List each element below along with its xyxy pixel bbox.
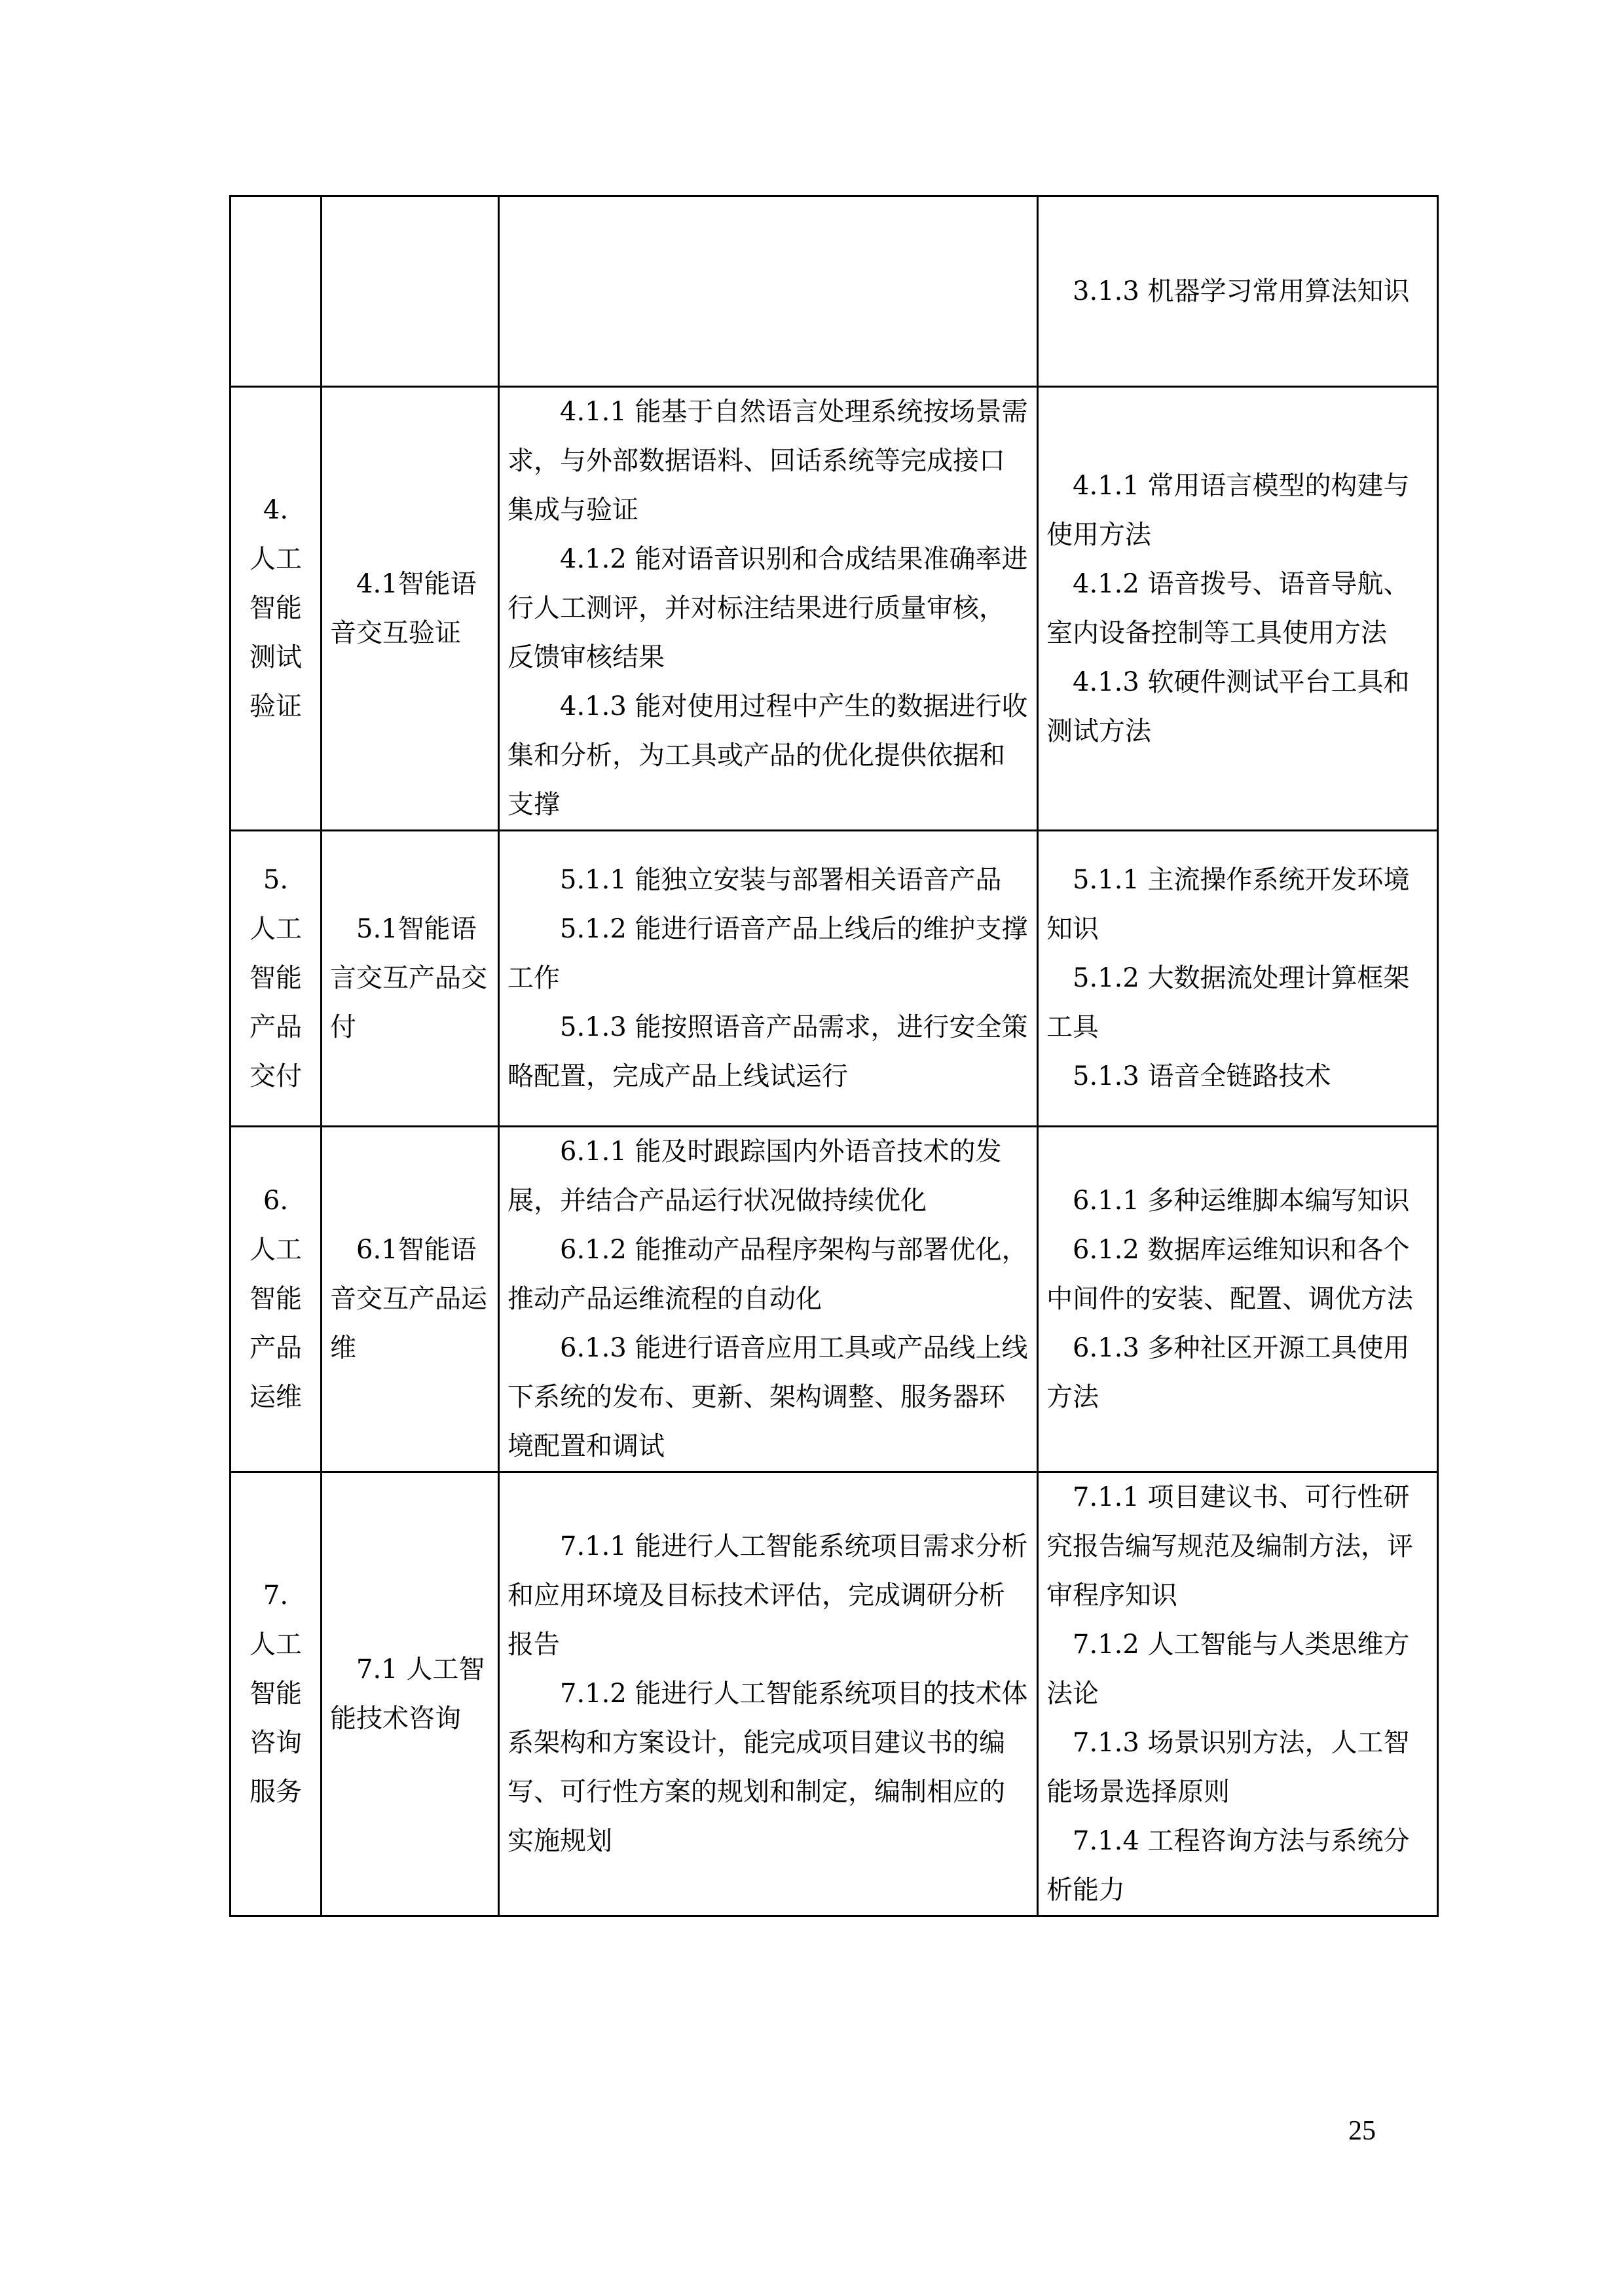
skill-item: 6.1.3 能进行语音应用工具或产品线上线下系统的发布、更新、架构调整、服务器环境配置和调试 — [507, 1333, 1028, 1461]
knowledge-item: 4.1.1 常用语言模型的构建与使用方法 — [1046, 470, 1410, 550]
category-line: 4. — [263, 495, 289, 525]
knowledge-item: 7.1.1 项目建议书、可行性研究报告编写规范及编制方法，评审程序知识 — [1046, 1482, 1413, 1611]
competency-table — [229, 195, 1439, 1917]
category-cell — [231, 831, 322, 1127]
category-line: 智能 — [249, 1679, 302, 1709]
category-cell — [231, 387, 322, 831]
table-row — [231, 387, 1438, 831]
knowledge-item: 5.1.2 大数据流处理计算框架工具 — [1046, 963, 1410, 1042]
skill-item: 5.1.3 能按照语音产品需求，进行安全策略配置，完成产品上线试运行 — [507, 1012, 1028, 1091]
category-line: 人工 — [249, 1630, 302, 1660]
knowledge-item: 7.1.3 场景识别方法，人工智能场景选择原则 — [1046, 1728, 1410, 1807]
skills-cell — [499, 1472, 1038, 1916]
subcategory-cell — [322, 196, 499, 387]
category-line: 7. — [263, 1580, 289, 1611]
skills-cell — [499, 831, 1038, 1127]
subcategory-label: 7.1 人工智能技术咨询 — [330, 1654, 485, 1734]
category-line: 服务 — [249, 1777, 302, 1807]
knowledge-item: 6.1.2 数据库运维知识和各个中间件的安装、配置、调优方法 — [1046, 1235, 1413, 1314]
table-row — [231, 1127, 1438, 1472]
skill-item: 4.1.1 能基于自然语言处理系统按场景需求，与外部数据语料、回话系统等完成接口集成与验证 — [507, 397, 1028, 525]
category-line: 智能 — [249, 593, 302, 623]
category-line: 智能 — [249, 963, 302, 993]
table-row — [231, 196, 1438, 387]
category-cell — [231, 1127, 322, 1472]
subcategory-cell — [322, 1127, 499, 1472]
category-line: 人工 — [249, 544, 302, 574]
skill-item: 6.1.1 能及时跟踪国内外语音技术的发展，并结合产品运行状况做持续优化 — [507, 1137, 1002, 1216]
category-line: 产品 — [249, 1333, 302, 1363]
skill-item: 7.1.1 能进行人工智能系统项目需求分析和应用环境及目标技术评估，完成调研分析报告 — [507, 1531, 1028, 1660]
category-line: 验证 — [249, 691, 302, 721]
skills-cell — [499, 196, 1038, 387]
knowledge-cell — [1038, 1472, 1438, 1916]
subcategory-label: 4.1智能语音交互验证 — [330, 568, 477, 648]
category-line: 人工 — [249, 914, 302, 944]
category-line: 产品 — [249, 1012, 302, 1042]
subcategory-cell — [322, 831, 499, 1127]
skill-item: 5.1.1 能独立安装与部署相关语音产品 — [560, 865, 1002, 895]
skills-cell — [499, 1127, 1038, 1472]
table-row — [231, 831, 1438, 1127]
skill-item: 4.1.3 能对使用过程中产生的数据进行收集和分析，为工具或产品的优化提供依据和支撑 — [507, 691, 1028, 820]
knowledge-item: 6.1.1 多种运维脚本编写知识 — [1073, 1186, 1410, 1216]
skills-cell — [499, 387, 1038, 831]
category-cell — [231, 1472, 322, 1916]
subcategory-label: 5.1智能语言交互产品交付 — [330, 914, 487, 1042]
table-row — [231, 1472, 1438, 1916]
knowledge-item: 4.1.2 语音拨号、语音导航、室内设备控制等工具使用方法 — [1046, 568, 1410, 648]
knowledge-item: 6.1.3 多种社区开源工具使用方法 — [1046, 1333, 1410, 1412]
skill-item: 5.1.2 能进行语音产品上线后的维护支撑工作 — [507, 914, 1028, 993]
category-line: 交付 — [249, 1061, 302, 1091]
knowledge-cell — [1038, 831, 1438, 1127]
knowledge-item: 3.1.3 机器学习常用算法知识 — [1073, 276, 1410, 306]
category-line: 5. — [263, 865, 289, 895]
category-line: 智能 — [249, 1284, 302, 1314]
knowledge-cell — [1038, 196, 1438, 387]
category-line: 6. — [263, 1186, 289, 1216]
subcategory-cell — [322, 1472, 499, 1916]
category-cell — [231, 196, 322, 387]
knowledge-item: 7.1.4 工程咨询方法与系统分析能力 — [1046, 1826, 1410, 1905]
knowledge-item: 4.1.3 软硬件测试平台工具和测试方法 — [1046, 666, 1410, 746]
skill-item: 7.1.2 能进行人工智能系统项目的技术体系架构和方案设计，能完成项目建议书的编写、可行性方案的规划和制定，编制相应的实施规划 — [507, 1679, 1028, 1856]
category-line: 人工 — [249, 1235, 302, 1265]
category-line: 测试 — [249, 642, 302, 672]
knowledge-item: 5.1.1 主流操作系统开发环境知识 — [1046, 865, 1410, 944]
knowledge-cell — [1038, 387, 1438, 831]
knowledge-item: 5.1.3 语音全链路技术 — [1073, 1061, 1331, 1091]
knowledge-cell — [1038, 1127, 1438, 1472]
knowledge-item: 7.1.2 人工智能与人类思维方法论 — [1046, 1630, 1410, 1709]
skill-item: 4.1.2 能对语音识别和合成结果准确率进行人工测评，并对标注结果进行质量审核，反馈审核结果 — [507, 544, 1028, 672]
skill-item: 6.1.2 能推动产品程序架构与部署优化，推动产品运维流程的自动化 — [507, 1235, 1028, 1314]
subcategory-cell — [322, 387, 499, 831]
page-number: 25 — [1348, 2116, 1376, 2146]
subcategory-label: 6.1智能语音交互产品运维 — [330, 1235, 487, 1363]
category-line: 运维 — [249, 1382, 302, 1412]
category-line: 咨询 — [249, 1728, 302, 1758]
